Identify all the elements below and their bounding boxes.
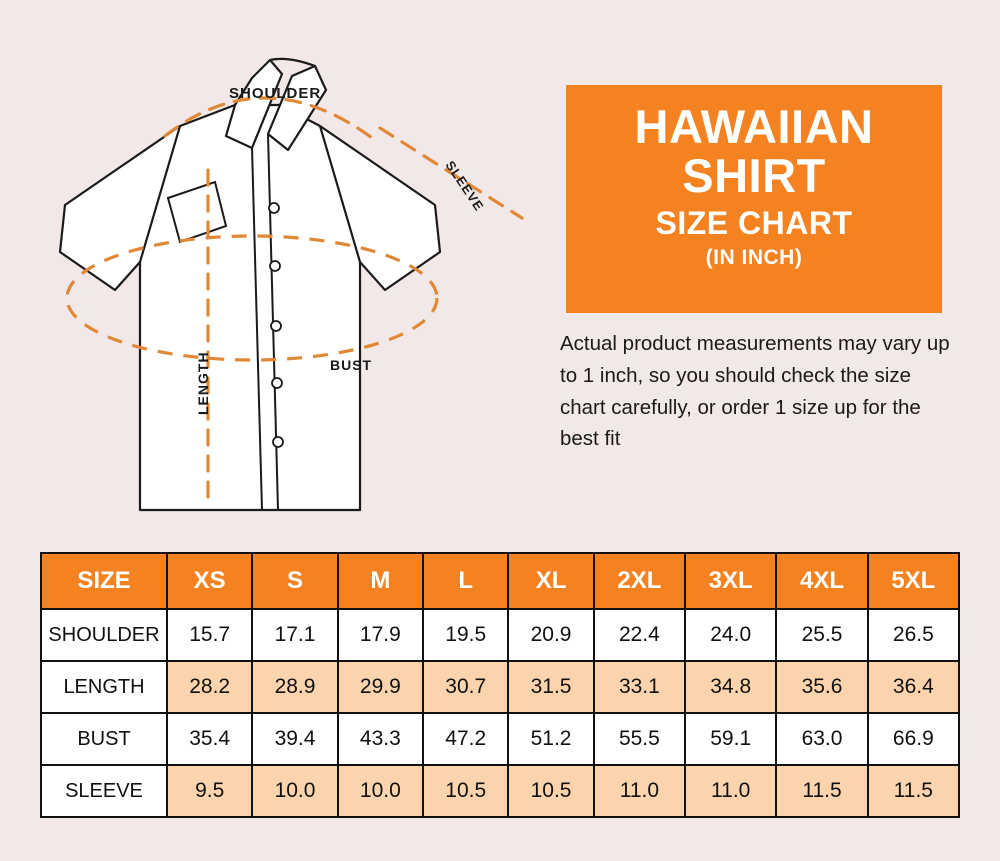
cell-sleeve-s: 10.0	[252, 765, 337, 817]
table-row	[41, 609, 959, 661]
diagram-label-bust: BUST	[330, 357, 373, 373]
title-subtitle: SIZE CHART	[655, 204, 853, 241]
cell-bust-m: 43.3	[338, 713, 423, 765]
cell-sleeve-xs: 9.5	[167, 765, 252, 817]
table-col-header-s: S	[252, 553, 337, 609]
size-chart-table	[40, 552, 960, 818]
cell-sleeve-2xl: 11.0	[594, 765, 685, 817]
cell-bust-l: 47.2	[423, 713, 508, 765]
table-col-header-2xl: 2XL	[594, 553, 685, 609]
cell-length-xs: 28.2	[167, 661, 252, 713]
cell-shoulder-3xl: 24.0	[685, 609, 776, 661]
cell-length-5xl: 36.4	[868, 661, 959, 713]
table-row	[41, 765, 959, 817]
title-line-1: HAWAIIAN	[634, 100, 874, 153]
table-header	[41, 553, 959, 609]
table-col-header-4xl: 4XL	[776, 553, 867, 609]
cell-bust-xl: 51.2	[508, 713, 593, 765]
cell-length-2xl: 33.1	[594, 661, 685, 713]
cell-shoulder-2xl: 22.4	[594, 609, 685, 661]
cell-sleeve-3xl: 11.0	[685, 765, 776, 817]
cell-shoulder-m: 17.9	[338, 609, 423, 661]
measurement-note: Actual product measurements may vary up to 1 inch, so you should check the size chart carefully, or order 1 size up for the best fit	[560, 332, 950, 451]
table-body	[41, 609, 959, 817]
cell-sleeve-xl: 10.5	[508, 765, 593, 817]
cell-length-m: 29.9	[338, 661, 423, 713]
table-col-header-m: M	[338, 553, 423, 609]
table-row-header-length: LENGTH	[41, 661, 167, 713]
table-row	[41, 661, 959, 713]
cell-sleeve-5xl: 11.5	[868, 765, 959, 817]
cell-length-xl: 31.5	[508, 661, 593, 713]
cell-shoulder-xl: 20.9	[508, 609, 593, 661]
table-col-header-3xl: 3XL	[685, 553, 776, 609]
table-row-header-shoulder: SHOULDER	[41, 609, 167, 661]
cell-shoulder-s: 17.1	[252, 609, 337, 661]
table-col-header-xs: XS	[167, 553, 252, 609]
cell-shoulder-4xl: 25.5	[776, 609, 867, 661]
cell-bust-4xl: 63.0	[776, 713, 867, 765]
shirt-drawing-svg	[30, 30, 550, 520]
cell-bust-5xl: 66.9	[868, 713, 959, 765]
cell-length-s: 28.9	[252, 661, 337, 713]
shirt-illustration	[30, 30, 550, 520]
table-row-header-bust: BUST	[41, 713, 167, 765]
table-col-header-5xl: 5XL	[868, 553, 959, 609]
cell-sleeve-4xl: 11.5	[776, 765, 867, 817]
title-unit: (IN INCH)	[705, 245, 803, 269]
cell-bust-3xl: 59.1	[685, 713, 776, 765]
table-corner-header: SIZE	[41, 553, 167, 609]
cell-length-3xl: 34.8	[685, 661, 776, 713]
table-row	[41, 713, 959, 765]
cell-bust-xs: 35.4	[167, 713, 252, 765]
cell-shoulder-5xl: 26.5	[868, 609, 959, 661]
diagram-label-sleeve: SLEEVE	[442, 158, 488, 214]
cell-length-l: 30.7	[423, 661, 508, 713]
cell-sleeve-l: 10.5	[423, 765, 508, 817]
table-col-header-xl: XL	[508, 553, 593, 609]
cell-length-4xl: 35.6	[776, 661, 867, 713]
table-col-header-l: L	[423, 553, 508, 609]
table-row-header-sleeve: SLEEVE	[41, 765, 167, 817]
diagram-label-shoulder: SHOULDER	[229, 85, 322, 102]
cell-shoulder-xs: 15.7	[167, 609, 252, 661]
cell-bust-s: 39.4	[252, 713, 337, 765]
title-box	[566, 85, 942, 313]
table-header-row	[41, 553, 959, 609]
cell-shoulder-l: 19.5	[423, 609, 508, 661]
diagram-label-length: LENGTH	[195, 351, 211, 415]
cell-sleeve-m: 10.0	[338, 765, 423, 817]
title-line-2: SHIRT	[682, 148, 826, 202]
cell-bust-2xl: 55.5	[594, 713, 685, 765]
